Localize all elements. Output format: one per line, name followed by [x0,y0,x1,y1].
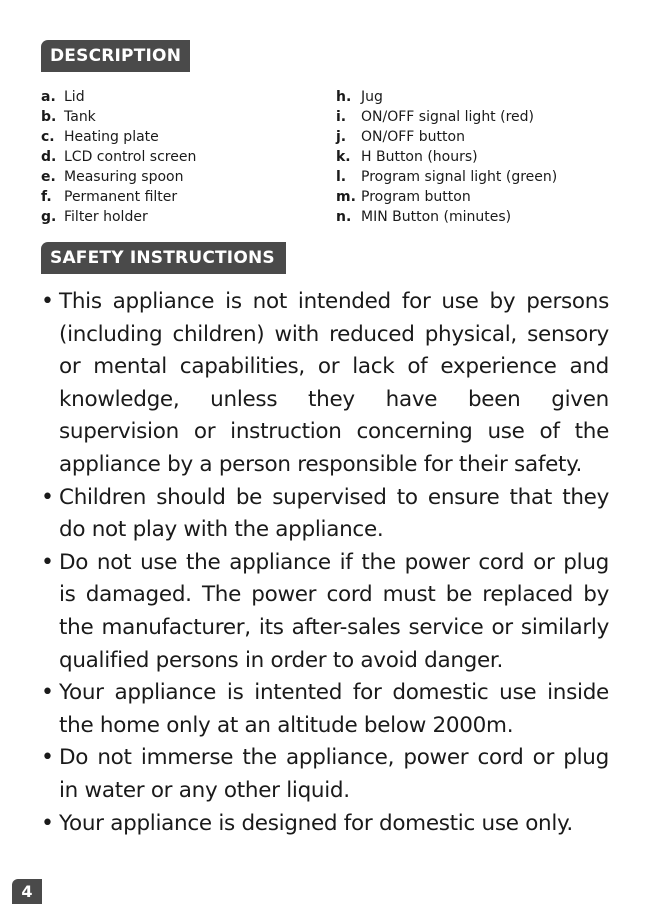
part-label: Program signal light (green) [361,169,558,185]
safety-instructions-heading: SAFETY INSTRUCTIONS [41,242,286,274]
part-label: ON/OFF signal light (red) [361,109,534,125]
part-label: Jug [361,89,383,105]
bullet-icon: • [41,745,54,771]
part-letter: a. [41,89,56,105]
safety-item [41,547,609,677]
part-item [336,107,626,127]
part-item [41,107,321,127]
part-letter: m. [336,189,356,205]
bullet-icon: • [41,810,54,836]
safety-item [41,482,609,547]
bullet-icon: • [41,289,54,314]
part-item [41,187,321,207]
part-letter: j. [336,129,347,145]
part-letter: k. [336,149,351,165]
parts-list-right [336,87,626,227]
page-number: 4 [12,879,42,904]
safety-item [41,742,609,807]
part-item [336,187,626,207]
bullet-icon: • [41,549,54,575]
part-item [336,167,626,187]
safety-item [41,677,609,742]
safety-item-text: Children should be supervised to ensure that they do not play with the appliance. [59,484,609,543]
part-label: Heating plate [64,129,159,145]
safety-item-text: Do not immerse the appliance, power cord or plug in water or any other liquid. [59,745,609,803]
safety-item-text: Your appliance is intented for domestic use inside the home only at an altitude below 2000m. [59,680,609,738]
part-letter: n. [336,209,352,225]
part-label: MIN Button (minutes) [361,209,512,225]
part-label: H Button (hours) [361,149,478,165]
bullet-icon: • [41,680,54,706]
parts-list-left [41,87,321,227]
part-letter: e. [41,169,56,185]
part-label: Filter holder [64,209,148,225]
part-item [336,207,626,227]
part-item [41,127,321,147]
safety-item-text: Your appliance is designed for domestic use only. [59,810,573,836]
safety-item-text: Do not use the appliance if the power cord or plug is damaged. The power cord must be replaced by the manufacturer, its after-sales service or similarly qualified persons in order to avoid danger. [59,549,609,673]
part-letter: f. [41,189,52,205]
part-label: ON/OFF button [361,129,465,145]
part-letter: h. [336,89,352,105]
part-letter: c. [41,129,55,145]
part-label: LCD control screen [64,149,197,165]
part-item [336,147,626,167]
part-item [41,167,321,187]
part-label: Tank [64,109,96,125]
part-item [336,87,626,107]
bullet-icon: • [41,484,54,510]
part-label: Program button [361,189,471,205]
part-label: Permanent filter [64,189,178,205]
safety-instructions-list [41,286,609,840]
part-item [41,147,321,167]
part-item [336,127,626,147]
part-letter: i. [336,109,347,125]
safety-item [41,808,609,841]
part-label: Measuring spoon [64,169,184,185]
part-label: Lid [64,89,85,105]
safety-item [41,286,609,482]
description-heading: DESCRIPTION [41,40,190,72]
part-item [41,87,321,107]
part-letter: g. [41,209,57,225]
part-letter: l. [336,169,347,185]
safety-item-text: This appliance is not intended for use by persons (including children) with reduced physical, sensory or mental capabilities, or lack of experience and knowledge, unless they have been given supervision or instruction concerning use of the appliance by a person responsible for their safety. [59,289,609,477]
part-letter: d. [41,149,57,165]
part-letter: b. [41,109,57,125]
part-item [41,207,321,227]
